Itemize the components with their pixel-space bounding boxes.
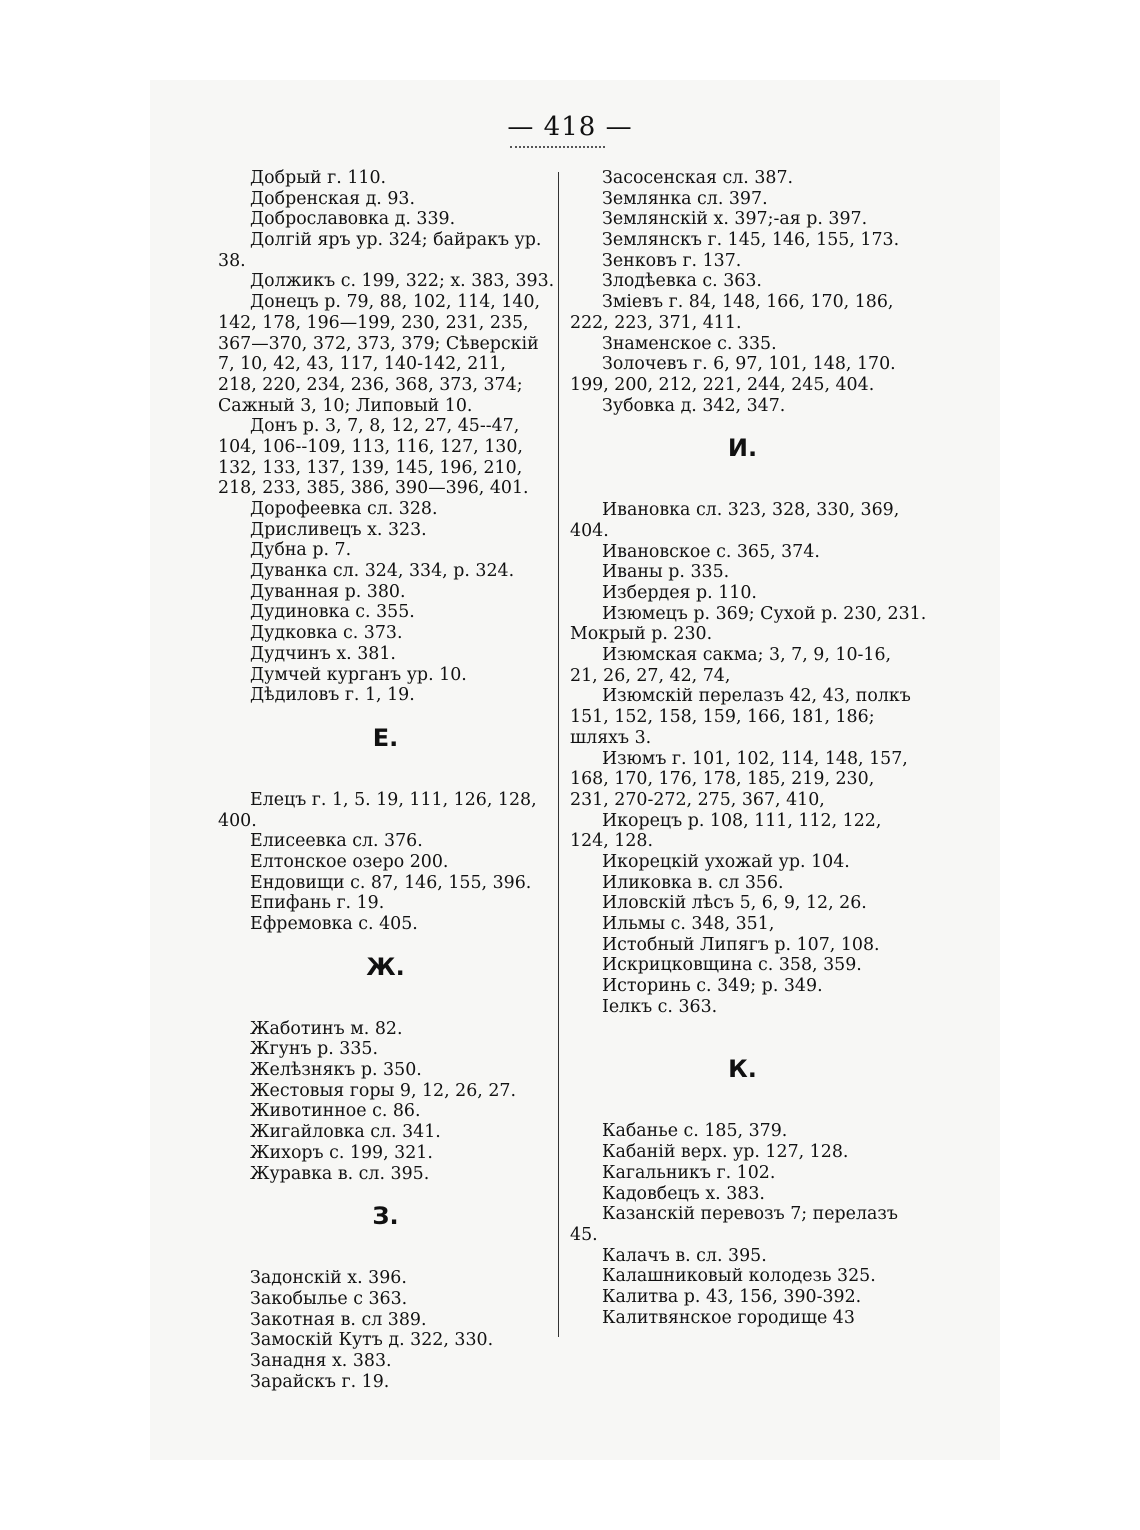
section-gap: [570, 480, 915, 500]
index-entry: Зарайскъ г. 19.: [250, 1371, 390, 1392]
index-entry: Знаменское с. 335.: [602, 333, 777, 354]
section-letter-heading: З.: [372, 1202, 399, 1231]
index-entry: Зенковъ г. 137.: [602, 250, 742, 271]
index-entry: Дрисливецъ х. 323.: [250, 519, 427, 540]
index-entry: Землянскій х. 397;-ая р. 397.: [602, 209, 868, 230]
index-entry: Икорецкій ухожай ур. 104.: [602, 851, 850, 872]
column-divider: [558, 172, 559, 1337]
index-entry: Икорецъ р. 108, 111, 112, 122,: [602, 810, 882, 831]
index-entry: Изюмская сакма; 3, 7, 9, 10-16,: [602, 645, 892, 666]
index-entry: Дудковка с. 373.: [250, 623, 403, 644]
index-entry: Жаботинъ м. 82.: [250, 1018, 403, 1039]
index-entry-continuation: 38.: [218, 250, 246, 271]
index-entry: Іелкъ с. 363.: [602, 996, 718, 1017]
index-entry: Задонскій х. 396.: [250, 1268, 407, 1289]
index-entry: Жигайловка сл. 341.: [250, 1122, 441, 1143]
index-entry: Добренская д. 93.: [250, 188, 415, 209]
index-entry: Думчей курганъ ур. 10.: [250, 664, 467, 685]
index-entry: Кабаній верх. ур. 127, 128.: [602, 1142, 849, 1163]
index-entry: Желѣзнякъ р. 350.: [250, 1060, 422, 1081]
index-entry: Донъ р. 3, 7, 8, 12, 27, 45--47,: [250, 416, 520, 437]
section-gap: [570, 1017, 915, 1037]
index-entry-continuation: Сажный 3, 10; Липовый 10.: [218, 395, 473, 416]
index-entry-continuation: 404.: [570, 520, 609, 541]
index-entry: Дѣдиловъ г. 1, 19.: [250, 685, 415, 706]
index-entry-continuation: 124, 128.: [570, 831, 653, 852]
index-entry-continuation: шляхъ 3.: [570, 727, 652, 748]
index-entry: Закобылье с 363.: [250, 1288, 408, 1309]
index-entry: Дуванка сл. 324, 334, р. 324.: [250, 561, 515, 582]
index-entry: Ефремовка с. 405.: [250, 914, 418, 934]
index-entry: Дудиновка с. 355.: [250, 602, 415, 623]
index-entry: Засосенская сл. 387.: [602, 168, 794, 188]
section-letter-heading: Е.: [372, 723, 399, 752]
index-entry: Кадовбецъ х. 383.: [602, 1183, 765, 1204]
index-entry: Занадня х. 383.: [250, 1350, 392, 1371]
index-entry: Калитва р. 43, 156, 390-392.: [602, 1286, 862, 1307]
section-gap: [218, 999, 553, 1019]
index-entry: Добрый г. 110.: [250, 168, 387, 188]
index-entry: Епифань г. 19.: [250, 893, 385, 914]
index-entry-continuation: Мокрый р. 230.: [570, 624, 713, 645]
index-entry: Ильмы с. 348, 351,: [602, 914, 775, 934]
index-entry: Кагальникъ г. 102.: [602, 1162, 776, 1183]
index-entry: Жихоръ с. 199, 321.: [250, 1142, 433, 1163]
index-entry-continuation: 132, 133, 137, 139, 145, 196, 210,: [218, 457, 523, 478]
index-entry: Иловскій лѣсъ 5, 6, 9, 12, 26.: [602, 893, 867, 914]
index-entry: Дуванная р. 380.: [250, 581, 406, 602]
index-entry: Землянскъ г. 145, 146, 155, 173.: [602, 230, 900, 251]
index-entry: Елецъ г. 1, 5. 19, 111, 126, 128,: [250, 789, 537, 810]
index-column-left: [218, 168, 553, 1392]
index-entry: Калачъ в. сл. 395.: [602, 1245, 767, 1266]
index-entry: Кабанье с. 185, 379.: [602, 1121, 788, 1142]
index-entry: Жестовыя горы 9, 12, 26, 27.: [250, 1080, 517, 1101]
index-entry: Елтонское озеро 200.: [250, 851, 449, 872]
index-entry: Истобный Липягъ р. 107, 108.: [602, 934, 880, 955]
index-entry: Иликовка в. сл 356.: [602, 872, 784, 893]
section-letter-heading: Ж.: [366, 952, 405, 981]
index-entry: Калитвянское городище 43: [602, 1307, 855, 1328]
index-entry-continuation: 199, 200, 212, 221, 244, 245, 404.: [570, 374, 875, 395]
index-entry: Журавка в. сл. 395.: [250, 1163, 430, 1184]
section-gap: [570, 1101, 915, 1121]
index-entry-continuation: 142, 178, 196—199, 230, 231, 235,: [218, 312, 529, 333]
index-entry: Жгунъ р. 335.: [250, 1039, 378, 1060]
section-gap: [218, 770, 553, 790]
index-entry: Землянка сл. 397.: [602, 188, 768, 209]
index-entry-continuation: 21, 26, 27, 42, 74,: [570, 665, 731, 686]
index-entry-continuation: 104, 106--109, 113, 116, 127, 130,: [218, 436, 523, 457]
index-entry-continuation: 151, 152, 158, 159, 166, 181, 186;: [570, 707, 875, 728]
index-entry: Донецъ р. 79, 88, 102, 114, 140,: [250, 292, 541, 313]
index-entry-continuation: 168, 170, 176, 178, 185, 219, 230,: [570, 769, 875, 790]
index-entry: Историнь с. 349; р. 349.: [602, 976, 823, 997]
index-entry: Изюмъ г. 101, 102, 114, 148, 157,: [602, 748, 908, 769]
index-entry-continuation: 400.: [218, 810, 257, 831]
index-entry: Избердея р. 110.: [602, 583, 757, 603]
page-number-underline: [510, 146, 605, 148]
index-entry: Дубна р. 7.: [250, 540, 352, 561]
index-entry: Золочевъ г. 6, 97, 101, 148, 170.: [602, 354, 896, 375]
index-entry: Животинное с. 86.: [250, 1101, 421, 1122]
index-entry: Изюмецъ р. 369; Сухой р. 230, 231.: [602, 603, 927, 624]
section-gap: [218, 1248, 553, 1268]
index-entry: Доброславовка д. 339.: [250, 209, 456, 230]
page-number: — 418 —: [507, 112, 633, 142]
index-entry: Елисеевка сл. 376.: [250, 831, 423, 852]
index-entry-continuation: 367—370, 372, 373, 379; Сѣверскій: [218, 333, 539, 354]
index-entry: Зміевъ г. 84, 148, 166, 170, 186,: [602, 292, 894, 313]
index-entry-continuation: 231, 270-272, 275, 367, 410,: [570, 789, 825, 810]
index-entry-continuation: 45.: [570, 1224, 598, 1245]
index-entry: Долгій яръ ур. 324; байракъ ур.: [250, 230, 542, 251]
index-entry: Замоскій Кутъ д. 322, 330.: [250, 1330, 494, 1351]
index-entry: Дудчинъ х. 381.: [250, 643, 396, 664]
index-entry: Дорофеевка сл. 328.: [250, 499, 438, 519]
index-entry: Должикъ с. 199, 322; х. 383, 393.: [250, 271, 555, 292]
index-column-right: [570, 168, 927, 1328]
index-entry: Закотная в. сл 389.: [250, 1309, 427, 1330]
index-entry: Иваны р. 335.: [602, 562, 730, 583]
index-entry: Ендовищи с. 87, 146, 155, 396.: [250, 872, 532, 893]
index-entry: Ивановское с. 365, 374.: [602, 541, 820, 562]
index-entry: Ивановка сл. 323, 328, 330, 369,: [602, 500, 900, 521]
index-entry-continuation: 222, 223, 371, 411.: [570, 312, 742, 333]
index-entry-continuation: 218, 233, 385, 386, 390—396, 401.: [218, 478, 529, 499]
index-entry: Калашниковый колодезь 325.: [602, 1266, 876, 1287]
section-letter-heading: И.: [727, 434, 758, 463]
index-entry-continuation: 7, 10, 42, 43, 117, 140-142, 211,: [218, 354, 506, 375]
index-entry: Изюмскій перелазъ 42, 43, полкъ: [602, 686, 911, 707]
index-entry: Злодѣевка с. 363.: [602, 271, 762, 292]
index-entry: Зубовка д. 342, 347.: [602, 395, 786, 416]
index-entry: Казанскій перевозъ 7; перелазъ: [602, 1204, 898, 1225]
index-entry-continuation: 218, 220, 234, 236, 368, 373, 374;: [218, 374, 523, 395]
index-entry: Искрицковщина с. 358, 359.: [602, 955, 862, 976]
section-letter-heading: К.: [728, 1055, 757, 1084]
